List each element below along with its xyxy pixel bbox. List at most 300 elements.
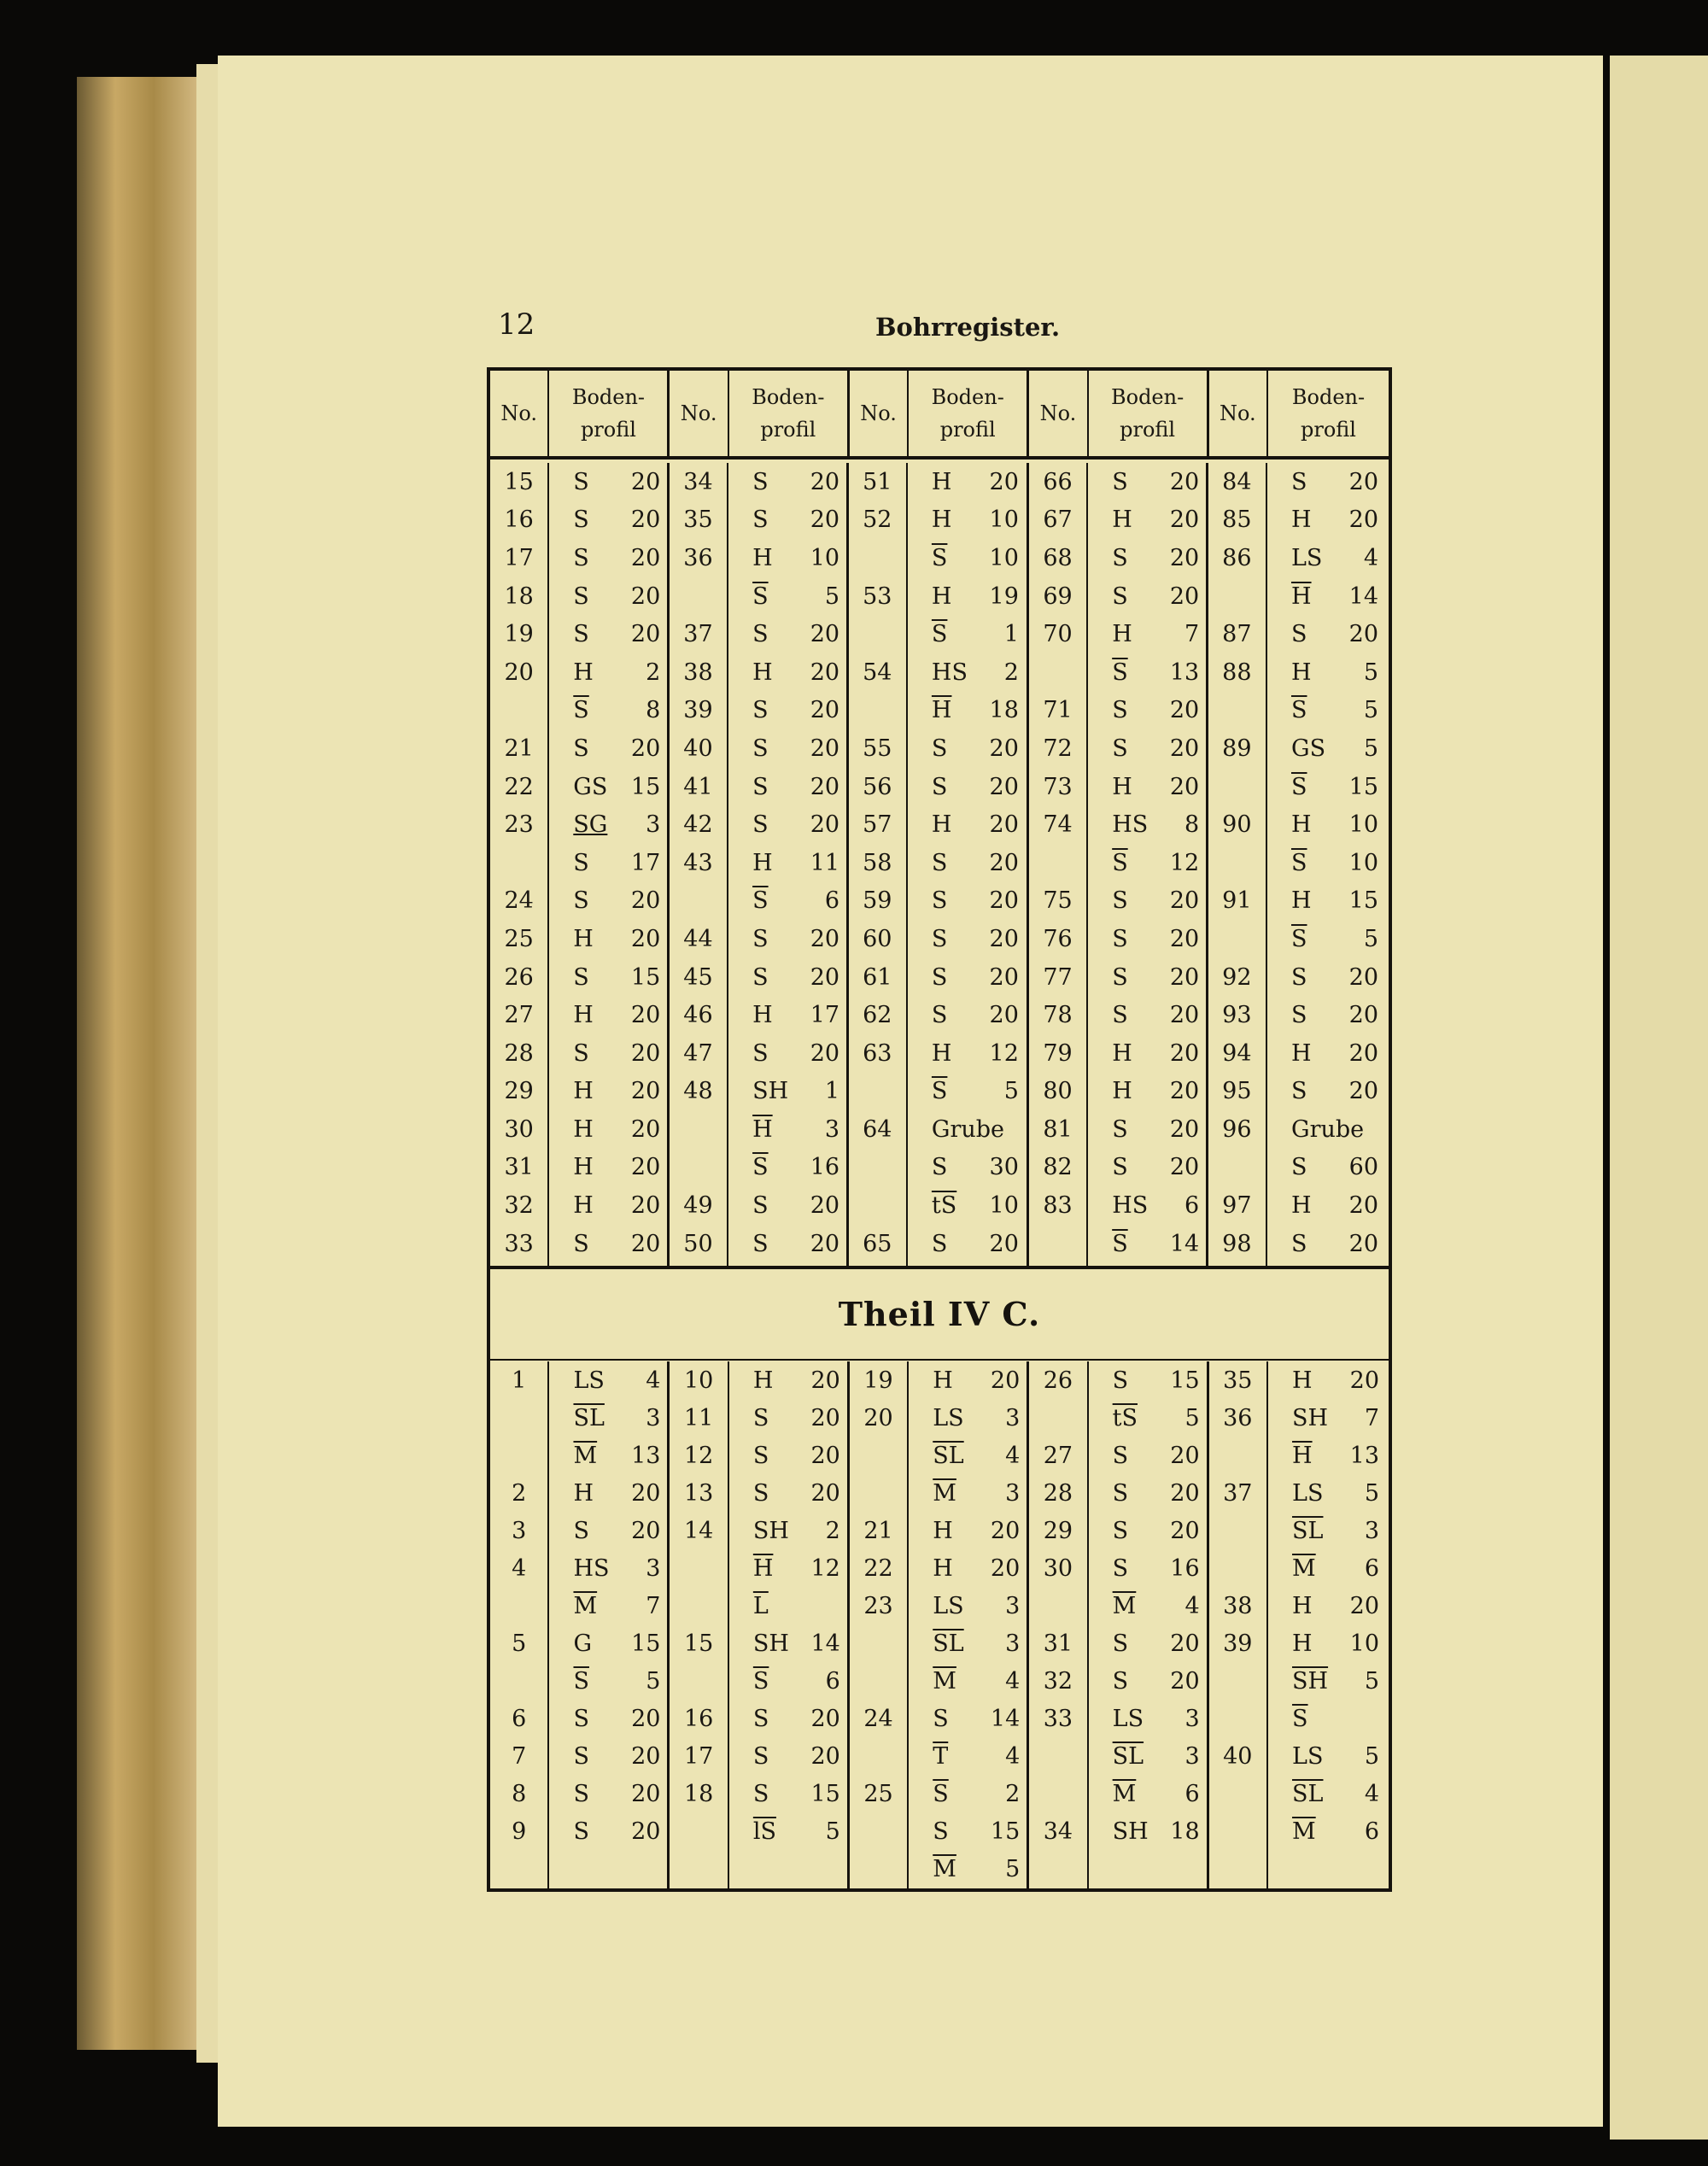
boring-number: 11	[683, 1404, 714, 1431]
depth-value: 20	[630, 925, 661, 952]
profil-entry	[728, 1149, 846, 1187]
depth-value: 3	[646, 1554, 661, 1582]
profil-entry	[1088, 653, 1206, 692]
depth-value: 20	[810, 1705, 840, 1732]
depth-value: 20	[810, 773, 840, 800]
no-column	[1209, 1361, 1266, 1892]
boring-number: 60	[863, 925, 892, 952]
profil-entry	[549, 1149, 667, 1187]
boring-number: 92	[1222, 963, 1252, 991]
profil-entry	[549, 539, 667, 577]
soil-code: $\overline{S}$	[752, 582, 769, 610]
profil-column	[1087, 1361, 1209, 1892]
boring-number	[1208, 692, 1266, 730]
depth-value: 15	[1170, 1367, 1200, 1394]
profil-column	[907, 1361, 1029, 1892]
profil-entry	[1268, 1737, 1389, 1775]
depth-value: 20	[989, 1002, 1019, 1029]
boring-number: 19	[863, 1367, 893, 1394]
profil-entry	[729, 1399, 847, 1437]
boring-number: 32	[1043, 1667, 1073, 1695]
depth-value: 20	[631, 1742, 661, 1770]
profil-entry	[1089, 1399, 1207, 1437]
depth-value: 13	[1169, 659, 1200, 686]
profil-entry	[729, 1361, 847, 1399]
soil-code: S	[931, 1230, 948, 1257]
no-column	[1029, 1361, 1086, 1892]
depth-value: 16	[810, 1154, 840, 1181]
depth-value: 20	[810, 1192, 840, 1220]
boring-number: 3	[512, 1517, 527, 1544]
boring-number	[670, 1110, 727, 1149]
soil-code: S	[1112, 468, 1128, 495]
depth-value: 20	[1169, 1115, 1200, 1143]
depth-value: 3	[1364, 1517, 1380, 1544]
soil-code: S	[573, 849, 589, 876]
boring-number: 5	[512, 1630, 527, 1657]
boring-number: 65	[863, 1230, 892, 1257]
soil-code: S	[752, 1705, 769, 1732]
profil-entry	[1088, 1110, 1206, 1149]
page-stack-edge	[196, 64, 219, 2063]
profil-entry	[1089, 1662, 1207, 1700]
soil-code: S	[1112, 1367, 1129, 1394]
profil-entry	[1268, 1512, 1389, 1549]
soil-code: H	[573, 1154, 594, 1181]
soil-code: S	[752, 1742, 769, 1770]
profil-entry	[908, 1186, 1027, 1225]
profil-entry	[908, 1149, 1027, 1187]
soil-code: S	[573, 1818, 589, 1845]
depth-value: 3	[1005, 1479, 1021, 1507]
profil-entry	[1088, 920, 1206, 958]
boring-number: 83	[1043, 1192, 1073, 1220]
soil-code: S	[752, 621, 769, 648]
depth-value: 20	[989, 1230, 1019, 1257]
boring-number: 44	[683, 925, 713, 952]
soil-code: S	[573, 963, 589, 991]
profil-entry	[909, 1512, 1027, 1549]
depth-value: 20	[1348, 1002, 1378, 1029]
soil-code: SH	[752, 1078, 789, 1105]
profil-entry	[1089, 1587, 1207, 1624]
profil-entry	[549, 1073, 667, 1111]
profil-entry	[909, 1361, 1027, 1399]
soil-code: S	[752, 1039, 769, 1067]
soil-code: HS	[1112, 1192, 1149, 1220]
soil-code: H	[573, 1479, 594, 1507]
depth-value: 10	[1348, 849, 1378, 876]
boring-number: 15	[683, 1630, 714, 1657]
boring-number: 95	[1222, 1078, 1252, 1105]
soil-code: $\overline{tS}$	[1112, 1404, 1138, 1431]
depth-value: 19	[989, 582, 1019, 610]
depth-value: 20	[1170, 1630, 1200, 1657]
boring-number	[850, 1624, 907, 1662]
boring-number: 26	[1043, 1367, 1073, 1394]
profil-entry	[729, 1662, 847, 1700]
profil-entry	[549, 1587, 667, 1624]
depth-value: 12	[1169, 849, 1200, 876]
soil-code: S	[1112, 1554, 1129, 1582]
soil-code: S	[931, 963, 948, 991]
profil-entry	[728, 501, 846, 540]
boring-number: 52	[863, 506, 892, 534]
boring-number	[490, 1399, 547, 1437]
soil-code: S	[573, 1780, 589, 1807]
profil-entry	[908, 653, 1027, 692]
boring-number: 9	[512, 1818, 527, 1845]
boring-number	[850, 1812, 907, 1850]
table-section-1	[490, 463, 1389, 1266]
profil-entry	[1088, 805, 1206, 844]
depth-value: 10	[1348, 811, 1378, 839]
soil-code: S	[1112, 1442, 1129, 1469]
depth-value: 10	[989, 506, 1019, 534]
boring-number: 27	[504, 1002, 534, 1029]
profil-entry	[1268, 1437, 1389, 1474]
soil-code: $\overline{SL}$	[573, 1404, 605, 1431]
profil-entry	[908, 615, 1027, 653]
profil-entry	[1089, 1512, 1207, 1549]
boring-number	[670, 1549, 727, 1587]
boring-number	[490, 844, 547, 882]
boring-number: 41	[683, 773, 713, 800]
profil-entry	[729, 1700, 847, 1737]
depth-value: 4	[1005, 1442, 1021, 1469]
soil-code: S	[573, 1039, 589, 1067]
soil-code: S	[1112, 1479, 1129, 1507]
profil-entry	[1267, 615, 1389, 653]
profil-entry	[1088, 729, 1206, 768]
profil-entry	[549, 1549, 667, 1587]
profil-entry	[728, 844, 846, 882]
boring-number: 46	[683, 1002, 713, 1029]
soil-code: S	[573, 887, 589, 915]
boring-number: 20	[863, 1404, 893, 1431]
depth-value: 17	[630, 849, 661, 876]
depth-value: 4	[646, 1367, 661, 1394]
soil-code: H	[752, 1367, 774, 1394]
depth-value: 11	[810, 849, 840, 876]
boring-number: 62	[863, 1002, 892, 1029]
profil-entry	[728, 539, 846, 577]
boring-number: 29	[1043, 1517, 1073, 1544]
boring-register-table	[487, 367, 1392, 1892]
profil-entry	[909, 1812, 1027, 1850]
soil-code: S	[573, 582, 589, 610]
depth-value: 10	[989, 1192, 1019, 1220]
profil-entry	[549, 768, 667, 806]
profil-entry	[908, 882, 1027, 921]
boring-number: 49	[683, 1192, 713, 1220]
boring-number	[1209, 1512, 1266, 1549]
boring-number: 34	[683, 468, 713, 495]
soil-code: $\overline{M}$	[573, 1442, 598, 1469]
header-profil-label: Boden- profil	[931, 385, 1004, 442]
boring-number: 19	[504, 621, 534, 648]
depth-value: 20	[990, 1554, 1021, 1582]
depth-value: 18	[989, 697, 1019, 724]
depth-value: 20	[630, 887, 661, 915]
soil-code: G	[573, 1630, 593, 1657]
profil-entry	[1089, 1775, 1207, 1812]
depth-value: 5	[1363, 735, 1378, 762]
profil-entry	[1088, 692, 1206, 730]
depth-value: 20	[630, 506, 661, 534]
depth-value: 4	[1363, 544, 1378, 571]
boring-number	[850, 1662, 907, 1700]
boring-number	[1029, 1587, 1086, 1624]
profil-entry	[549, 1812, 667, 1850]
profil-entry	[909, 1587, 1027, 1624]
soil-code: GS	[573, 773, 608, 800]
depth-value: 20	[810, 1230, 840, 1257]
soil-code: S	[1112, 1667, 1129, 1695]
profil-entry	[729, 1737, 847, 1775]
depth-value: 20	[1348, 1192, 1378, 1220]
boring-number: 78	[1043, 1002, 1073, 1029]
depth-value: 20	[630, 1192, 661, 1220]
boring-number	[490, 1587, 547, 1624]
boring-number: 25	[504, 925, 534, 952]
profil-entry	[549, 1110, 667, 1149]
depth-value: 1	[824, 1078, 840, 1105]
profil-entry	[1267, 805, 1389, 844]
profil-entry	[909, 1437, 1027, 1474]
soil-code: $\overline{SL}$	[1112, 1742, 1144, 1770]
soil-code: S	[573, 544, 589, 571]
soil-code: $\overline{S}$	[752, 1667, 769, 1695]
soil-code: $\overline{S}$	[1112, 849, 1128, 876]
depth-value: 20	[630, 735, 661, 762]
soil-code: S	[1112, 963, 1128, 991]
boring-number: 23	[504, 811, 534, 839]
profil-entry	[728, 1110, 846, 1149]
header-no: No.	[860, 401, 897, 425]
profil-entry	[549, 501, 667, 540]
soil-code: $\overline{M}$	[933, 1667, 956, 1695]
boring-number: 57	[863, 811, 892, 839]
profil-entry	[1267, 653, 1389, 692]
depth-value: 20	[1170, 1479, 1200, 1507]
profil-entry	[1268, 1587, 1389, 1624]
profil-entry	[1088, 1149, 1206, 1187]
boring-number: 18	[504, 582, 534, 610]
soil-code: H	[573, 659, 594, 686]
depth-value: 20	[1349, 1592, 1380, 1619]
profil-entry	[728, 729, 846, 768]
depth-value: 2	[825, 1517, 840, 1544]
depth-value: 13	[1349, 1442, 1380, 1469]
profil-entry	[909, 1850, 1027, 1888]
depth-value: 20	[1169, 773, 1200, 800]
header-no: No.	[680, 401, 717, 425]
boring-number: 38	[683, 659, 713, 686]
depth-value: 20	[810, 1742, 840, 1770]
profil-entry	[549, 577, 667, 616]
soil-code: $\overline{SH}$	[1292, 1667, 1329, 1695]
soil-code: H	[931, 468, 952, 495]
header-profil	[907, 371, 1029, 456]
boring-number: 26	[504, 963, 534, 991]
soil-code: LS	[1291, 544, 1323, 571]
boring-number: 42	[683, 811, 713, 839]
header-profil-label: Boden- profil	[1110, 385, 1184, 442]
boring-number: 34	[1043, 1818, 1073, 1845]
depth-value: 15	[1348, 773, 1378, 800]
soil-code: SH	[752, 1630, 789, 1657]
depth-value: 20	[630, 1230, 661, 1257]
soil-code: $\overline{S}$	[933, 1780, 949, 1807]
boring-number: 91	[1222, 887, 1252, 915]
profil-entry	[729, 1624, 847, 1662]
depth-value: 20	[990, 1367, 1021, 1394]
depth-value: 16	[1170, 1554, 1200, 1582]
soil-code: S	[573, 1517, 589, 1544]
soil-code: S	[931, 849, 948, 876]
soil-code: H	[573, 1002, 594, 1029]
depth-value: 5	[825, 1818, 840, 1845]
depth-value: 6	[825, 1667, 840, 1695]
soil-code: HS	[573, 1554, 610, 1582]
depth-value: 20	[989, 925, 1019, 952]
boring-number: 55	[863, 735, 892, 762]
boring-number: 6	[512, 1705, 527, 1732]
profil-entry	[729, 1587, 847, 1624]
boring-number	[1029, 1775, 1086, 1812]
soil-code: H	[1112, 621, 1132, 648]
soil-code: S	[1112, 925, 1128, 952]
boring-number	[1029, 1225, 1086, 1263]
soil-code: H	[752, 849, 773, 876]
depth-value: 20	[989, 963, 1019, 991]
soil-code: $\overline{H}$	[1292, 1442, 1313, 1469]
soil-code: S	[1112, 1002, 1128, 1029]
part-heading: Theil IV C.	[838, 1295, 1041, 1333]
depth-value: 4	[1005, 1742, 1021, 1770]
profil-entry	[728, 1186, 846, 1225]
depth-value: 20	[989, 811, 1019, 839]
profil-entry	[1089, 1474, 1207, 1512]
soil-code: S	[573, 1230, 589, 1257]
soil-code: $\overline{H}$	[931, 697, 952, 724]
profil-entry	[728, 1073, 846, 1111]
boring-number: 82	[1043, 1154, 1073, 1181]
profil-entry	[1088, 1225, 1206, 1263]
profil-entry	[1267, 768, 1389, 806]
soil-code: S	[573, 1742, 589, 1770]
depth-value: 10	[1349, 1630, 1380, 1657]
soil-code: $\overline{S}$	[931, 1078, 948, 1105]
soil-code: H	[1291, 659, 1312, 686]
profil-entry	[908, 805, 1027, 844]
soil-code: $\overline{H}$	[752, 1115, 773, 1143]
profil-entry	[1088, 577, 1206, 616]
profil-entry	[549, 882, 667, 921]
boring-number: 10	[683, 1367, 714, 1394]
depth-value: 20	[1348, 1039, 1378, 1067]
depth-value: 3	[1005, 1630, 1021, 1657]
profil-entry	[1088, 501, 1206, 540]
soil-code: S	[752, 1442, 769, 1469]
soil-code: S	[1112, 697, 1128, 724]
profil-entry	[728, 615, 846, 653]
profil-entry	[909, 1549, 1027, 1587]
soil-code: H	[933, 1367, 953, 1394]
depth-value: 20	[630, 1039, 661, 1067]
soil-code: S	[752, 1230, 769, 1257]
soil-code: H	[931, 582, 952, 610]
boring-number: 13	[683, 1479, 714, 1507]
soil-code: S	[1291, 621, 1307, 648]
depth-value: 30	[989, 1154, 1019, 1181]
boring-number: 39	[683, 697, 713, 724]
soil-code: H	[752, 659, 773, 686]
depth-value: 13	[631, 1442, 661, 1469]
soil-code: $\overline{SL}$	[1292, 1780, 1324, 1807]
depth-value: 2	[1005, 1780, 1021, 1807]
profil-entry	[1267, 1149, 1389, 1187]
depth-value: 20	[989, 735, 1019, 762]
boring-number: 45	[683, 963, 713, 991]
profil-entry	[549, 996, 667, 1034]
soil-code: H	[1291, 1039, 1312, 1067]
soil-code: $\overline{S}$	[1291, 697, 1307, 724]
boring-number: 17	[683, 1742, 714, 1770]
profil-entry	[1088, 1034, 1206, 1073]
soil-code: $\overline{M}$	[1112, 1592, 1137, 1619]
boring-number: 8	[512, 1780, 527, 1807]
depth-value: 20	[630, 1002, 661, 1029]
profil-entry	[1089, 1700, 1207, 1737]
boring-number: 18	[683, 1780, 714, 1807]
depth-value: 20	[810, 735, 840, 762]
boring-number: 66	[1043, 468, 1073, 495]
profil-entry	[1267, 1110, 1389, 1149]
boring-number: 33	[504, 1230, 534, 1257]
boring-number: 72	[1043, 735, 1073, 762]
boring-number: 73	[1043, 773, 1073, 800]
depth-value: 3	[1005, 1592, 1021, 1619]
boring-number: 30	[1043, 1554, 1073, 1582]
header-profil	[728, 371, 850, 456]
soil-code: H	[752, 544, 773, 571]
profil-entry	[908, 1034, 1027, 1073]
facing-page-edge	[1610, 56, 1708, 2140]
depth-value: 20	[810, 659, 840, 686]
profil-entry	[1268, 1624, 1389, 1662]
boring-number: 25	[863, 1780, 893, 1807]
depth-value: 20	[1169, 1039, 1200, 1067]
depth-value: 15	[630, 963, 661, 991]
depth-value: 20	[810, 925, 840, 952]
depth-value: 20	[630, 621, 661, 648]
profil-entry	[908, 958, 1027, 997]
boring-number: 37	[683, 621, 713, 648]
profil-entry	[549, 1034, 667, 1073]
depth-value: 14	[810, 1630, 840, 1657]
profil-entry	[728, 577, 846, 616]
depth-value: 20	[1348, 621, 1378, 648]
soil-code: $\overline{H}$	[1291, 582, 1312, 610]
depth-value: 20	[989, 773, 1019, 800]
soil-code: $\overline{S}$	[1112, 1230, 1128, 1257]
soil-code: S	[573, 506, 589, 534]
depth-value: 2	[1003, 659, 1019, 686]
boring-number	[1209, 1775, 1266, 1812]
soil-code: S	[1291, 1230, 1307, 1257]
